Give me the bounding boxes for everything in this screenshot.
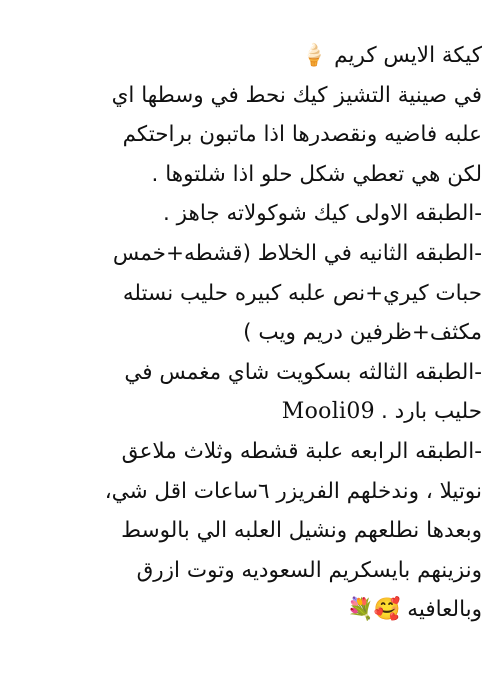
layer-2-line: -الطبقه الثانيه في الخلاط (قشطه+خمس [112, 240, 482, 266]
watermark-username: Mooli09 [281, 399, 375, 425]
recipe-title: كيكة الايس كريم 🍦 [300, 43, 482, 68]
text-line: في صينية التشيز كيك نحط في وسطها اي [111, 82, 482, 108]
text-line: حبات كيري+نص علبه كبيره حليب نستله [122, 280, 482, 306]
text-line: مكثف+ظرفين دريم ويب ) [243, 320, 482, 346]
layer-4-line: -الطبقه الرابعه علبة قشطه وثلاث ملاعق [121, 438, 482, 464]
text-line-with-watermark [22, 392, 482, 432]
layer-3-line: -الطبقه الثالثه بسكويت شاي مغمس في [124, 359, 482, 385]
text-line: لكن هي تعطي شكل حلو اذا شلتوها . [151, 161, 482, 187]
layer-1-line: -الطبقه الاولى كيك شوكولاته جاهز . [162, 201, 482, 227]
text-line: نوتيلا ، وندخلهم الفريزر ٦ساعات اقل شي، [104, 478, 482, 504]
closing-line: وبالعافيه 🥰💐 [346, 597, 482, 623]
text-segment: حليب بارد . [380, 399, 482, 425]
text-line: وبعدها نطلعهم ونشيل العلبه الي بالوسط [121, 518, 482, 544]
text-line: علبه فاضيه ونقصدرها اذا ماتبون براحتكم [122, 122, 482, 148]
text-line: ونزينهم بايسكريم السعوديه وتوت ازرق [136, 557, 482, 583]
